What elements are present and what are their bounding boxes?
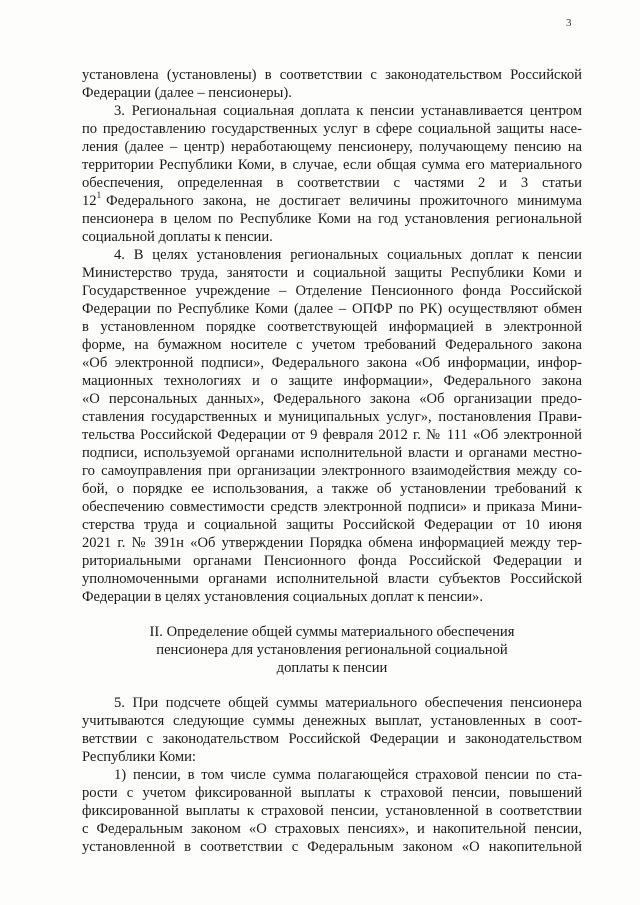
text-line: «Об электронной подписи», Федерального закона «Об информации, инфор- bbox=[82, 355, 582, 371]
text-line-with-superscript bbox=[82, 192, 582, 210]
page-number: 3 bbox=[566, 17, 572, 29]
text-line: Республики Коми: bbox=[82, 749, 196, 765]
text-line: тельства Российской Федерации от 9 февраля 2012 г. № 111 «Об электронной bbox=[82, 427, 582, 443]
article-number: $12^1$ bbox=[82, 190, 102, 209]
text-line: бой, о порядке ее использования, а также об установлении требований к bbox=[82, 481, 582, 497]
text-line: по предоставлению государственных услуг в сфере социальной защиты насе- bbox=[82, 121, 582, 137]
text-line: 3. Региональная социальная доплата к пенсии устанавливается центром bbox=[114, 103, 582, 119]
text-line: фиксированной выплаты к страховой пенсии, установленной в соответствии bbox=[82, 803, 582, 819]
text-line: 4. В целях установления региональных социальных доплат к пенсии bbox=[114, 247, 582, 263]
text-line: пенсионера в целом по Республике Коми на год установления региональной bbox=[82, 211, 582, 227]
text-line: учитываются следующие суммы денежных выплат, установленных в соот- bbox=[82, 713, 582, 729]
text-line: социальной доплаты к пенсии. bbox=[82, 229, 273, 245]
text-line-rest: Федерального закона, не достигает величины прожиточного минимума bbox=[106, 193, 582, 209]
text-line: мационных технологиях и о защите информации», Федерального закона bbox=[82, 373, 582, 389]
section-heading-line: II. Определение общей суммы материального обеспечения bbox=[149, 624, 515, 640]
text-line: форме, на бумажном носителе с учетом требований Федерального закона bbox=[82, 337, 582, 353]
text-line: ветствии с законодательством Российской Федерации и законодательством bbox=[82, 731, 582, 747]
text-line: го самоуправления при организации электронного взаимодействия между со- bbox=[82, 463, 582, 479]
text-line: рости с учетом фиксированной выплаты к страховой пенсии, повышений bbox=[82, 785, 582, 801]
text-line: подписи, используемой органами исполнительной власти и органами местно- bbox=[82, 445, 582, 461]
text-line: 2021 г. № 391н «Об утверждении Порядка обмена информацией между тер- bbox=[82, 535, 582, 551]
text-line: установлена (установлены) в соответствии с законодательством Российской bbox=[82, 67, 582, 83]
text-line: в установленном порядке соответствующей информацией в электронной bbox=[82, 319, 582, 335]
text-line: «О персональных данных», Федерального закона «Об организации предо- bbox=[82, 391, 582, 407]
article-superscript: 1 bbox=[96, 190, 102, 201]
text-line: уполномоченными органами исполнительной власти субъектов Российской bbox=[82, 571, 582, 587]
text-line: ставления государственных и муниципальных услуг», постановления Прави- bbox=[82, 409, 582, 425]
text-line: риториальными органами Пенсионного фонда Российской Федерации и bbox=[82, 553, 582, 569]
text-line: ления (далее – центр) неработающему пенсионеру, получающему пенсию на bbox=[82, 139, 582, 155]
text-line: 1) пенсии, в том числе сумма полагающейся страховой пенсии по ста- bbox=[114, 767, 582, 783]
text-line: 5. При подсчете общей суммы материального обеспечения пенсионера bbox=[114, 695, 582, 711]
text-line: территории Республики Коми, в случае, если общая сумма его материального bbox=[82, 157, 582, 173]
text-line: Министерство труда, занятости и социальной защиты Республики Коми и bbox=[82, 265, 582, 281]
section-heading-line: пенсионера для установления региональной социальной bbox=[156, 642, 508, 658]
text-line: установленной в соответствии с Федеральным законом «О накопительной bbox=[82, 839, 582, 855]
text-line: обеспечению совместимости средств электронной подписи» и приказа Мини- bbox=[82, 499, 582, 515]
section-heading-line: доплаты к пенсии bbox=[276, 660, 388, 676]
text-line: обеспечения, определенная в соответствии с частями 2 и 3 статьи bbox=[82, 175, 582, 191]
text-line: Федерации (далее – пенсионеры). bbox=[82, 85, 292, 101]
text-line: с Федеральным законом «О страховых пенсиях», и накопительной пенсии, bbox=[82, 821, 582, 837]
text-line: Федерации по Республике Коми (далее – ОПФР по РК) осуществляют обмен bbox=[82, 301, 582, 317]
text-line: стерства труда и социальной защиты Российской Федерации от 10 июня bbox=[82, 517, 582, 533]
text-line: Государственное учреждение – Отделение Пенсионного фонда Российской bbox=[82, 283, 582, 299]
text-line: Федерации в целях установления социальных доплат к пенсии». bbox=[82, 589, 484, 605]
